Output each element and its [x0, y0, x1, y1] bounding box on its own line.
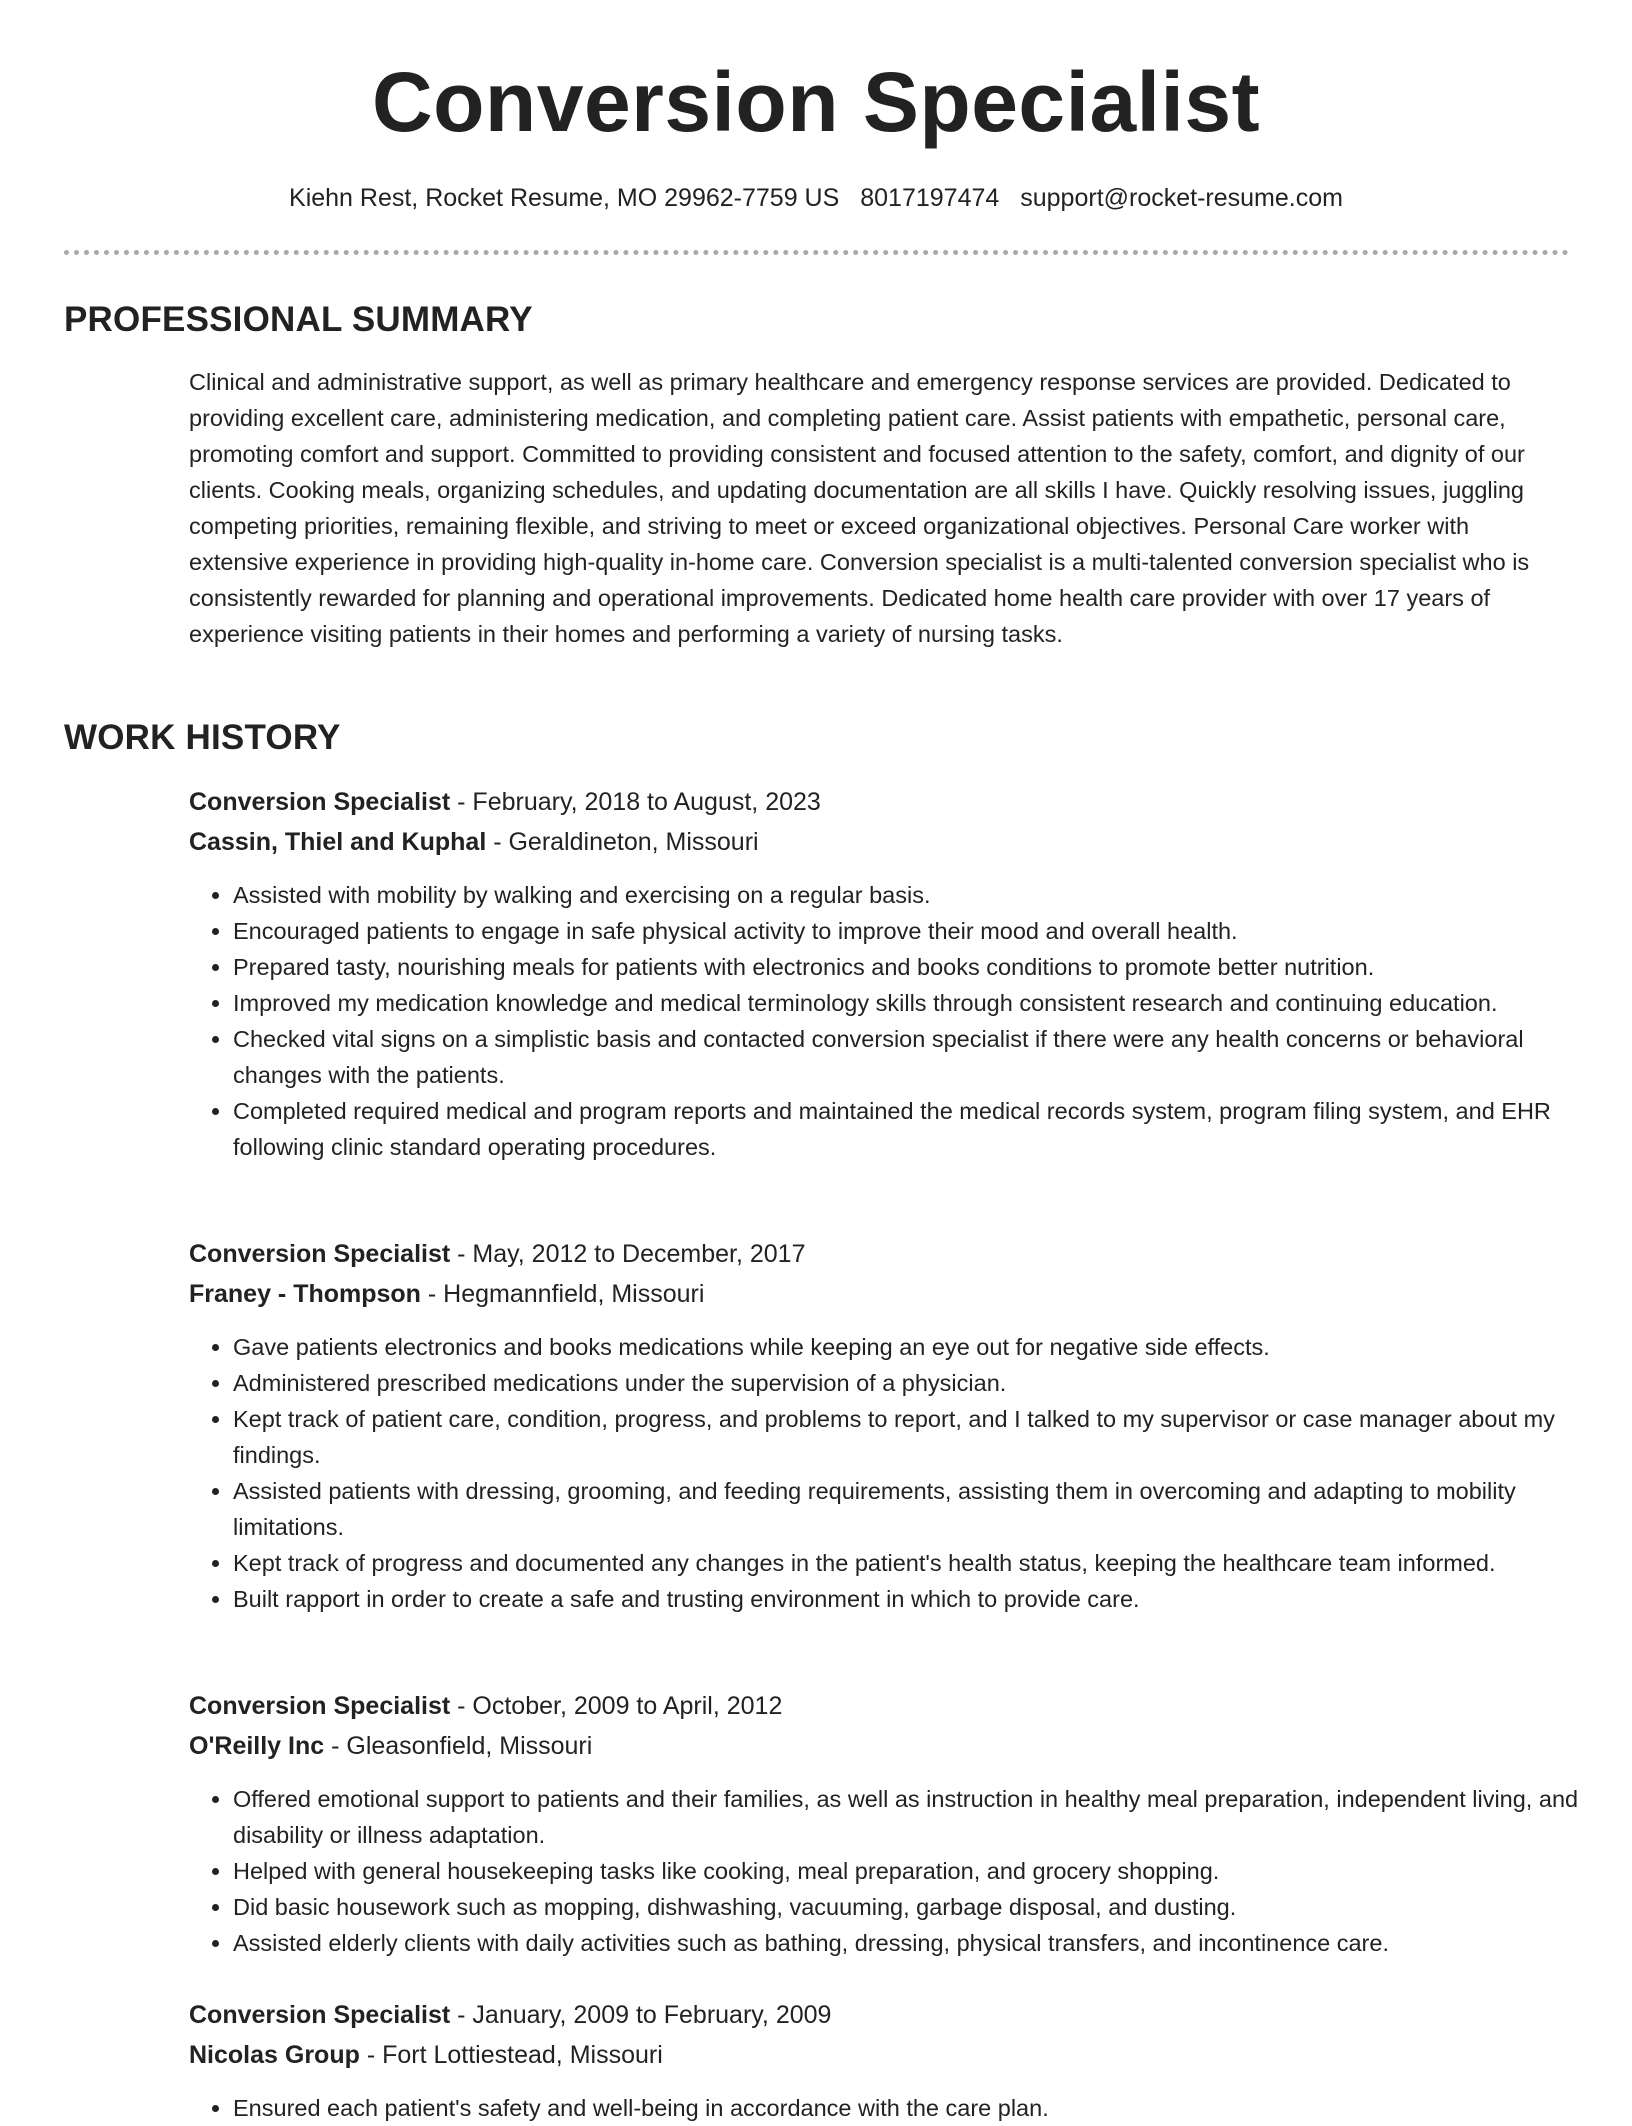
summary-text: Clinical and administrative support, as well as primary healthcare and emergency response services are provided. Dedicated to providing excellent care, administering medication, and completing patient care. Assist patients with empathetic, personal care, promoting comfort and support. Committed to providing consistent and focused attention to the safety, comfort, and dignity of our clients. Cooking meals, organizing schedules, and updating documentation are all skills I have. Quickly resolving issues, juggling competing priorities, remaining flexible, and striving to meet or exceed organizational objectives. Personal Care worker with extensive experience in providing high-quality in-home care. Conversion specialist is a multi-talented conversion specialist who is consistently rewarded for planning and operational improvements. Dedicated home health care provider with over 17 years of experience visiting patients in their homes and performing a variety of nursing tasks.	[189, 369, 1530, 647]
list-item: • Assisted with mobility by walking and exercising on a regular basis.	[233, 877, 1613, 913]
contact-address: Kiehn Rest, Rocket Resume, MO 29962-7759 US	[289, 184, 840, 212]
list-item: • Helped with general housekeeping tasks like cooking, meal preparation, and grocery shopping.	[233, 1853, 1613, 1889]
job-company-line	[189, 1726, 1569, 1766]
job-dates: - January, 2009 to February, 2009	[450, 2001, 832, 2029]
job-dates: - February, 2018 to August, 2023	[450, 788, 821, 816]
job-title-line	[189, 1686, 1569, 1726]
job-company: Cassin, Thiel and Kuphal	[189, 828, 487, 856]
job-role: Conversion Specialist	[189, 1692, 451, 1720]
header-divider	[64, 250, 1569, 255]
resume-name: Conversion Specialist	[371, 55, 1261, 149]
list-item: • Kept track of patient care, condition, progress, and problems to report, and I talked to my supervisor or case manager about my findings.	[233, 1401, 1613, 1473]
job-company: Franey - Thompson	[189, 1280, 421, 1308]
list-item: • Improved my medication knowledge and medical terminology skills through consistent research and continuing education.	[233, 985, 1613, 1021]
job-location: - Fort Lottiestead, Missouri	[359, 2041, 663, 2069]
list-item: • Completed required medical and program reports and maintained the medical records system, program filing system, and EHR following clinic standard operating procedures.	[233, 1093, 1613, 1165]
work-history-heading: WORK HISTORY	[64, 718, 341, 757]
job-bullets	[189, 1781, 1613, 1961]
contact-email[interactable]: support@rocket-resume.com	[1020, 184, 1343, 212]
job-company: Nicolas Group	[189, 2041, 360, 2069]
list-item: • Checked vital signs on a simplistic basis and contacted conversion specialist if there were any health concerns or behavioral changes with the patients.	[233, 1021, 1613, 1093]
list-item: • Built rapport in order to create a safe and trusting environment in which to provide care.	[233, 1581, 1613, 1617]
summary-heading: PROFESSIONAL SUMMARY	[64, 300, 533, 339]
list-item: • Administered prescribed medications under the supervision of a physician.	[233, 1365, 1613, 1401]
job-title-line	[189, 1234, 1569, 1274]
job-bullets	[189, 1329, 1613, 1617]
list-item: • Assisted elderly clients with daily activities such as bathing, dressing, physical transfers, and incontinence care.	[233, 1925, 1613, 1961]
job-dates: - May, 2012 to December, 2017	[450, 1240, 806, 1268]
job-dates: - October, 2009 to April, 2012	[450, 1692, 783, 1720]
job-role: Conversion Specialist	[189, 2001, 451, 2029]
job-location: - Hegmannfield, Missouri	[420, 1280, 705, 1308]
job-company-line	[189, 822, 1569, 862]
job-location: - Gleasonfield, Missouri	[324, 1732, 593, 1760]
list-item: • Offered emotional support to patients and their families, as well as instruction in healthy meal preparation, independent living, and disability or illness adaptation.	[233, 1781, 1613, 1853]
list-item: • Assisted patients with dressing, grooming, and feeding requirements, assisting them in overcoming and adapting to mobility limitations.	[233, 1473, 1613, 1545]
list-item: • Did basic housework such as mopping, dishwashing, vacuuming, garbage disposal, and dusting.	[233, 1889, 1613, 1925]
job-title-line	[189, 1995, 1569, 2035]
job-location: - Geraldineton, Missouri	[486, 828, 759, 856]
list-item: • Gave patients electronics and books medications while keeping an eye out for negative side effects.	[233, 1329, 1613, 1365]
contact-line	[0, 180, 1632, 216]
job-company: O'Reilly Inc	[189, 1732, 325, 1760]
job-title-line	[189, 782, 1569, 822]
job-role: Conversion Specialist	[189, 1240, 451, 1268]
contact-phone[interactable]: 8017197474	[860, 184, 1000, 212]
job-company-line	[189, 2035, 1569, 2075]
list-item: • Prepared tasty, nourishing meals for patients with electronics and books conditions to promote better nutrition.	[233, 949, 1613, 985]
list-item: • Kept track of progress and documented any changes in the patient's health status, keeping the healthcare team informed.	[233, 1545, 1613, 1581]
job-bullets	[189, 877, 1613, 1165]
job-bullets	[189, 2090, 1613, 2126]
list-item: • Encouraged patients to engage in safe physical activity to improve their mood and overall health.	[233, 913, 1613, 949]
job-company-line	[189, 1274, 1569, 1314]
job-role: Conversion Specialist	[189, 788, 451, 816]
list-item: • Ensured each patient's safety and well-being in accordance with the care plan.	[233, 2090, 1613, 2126]
